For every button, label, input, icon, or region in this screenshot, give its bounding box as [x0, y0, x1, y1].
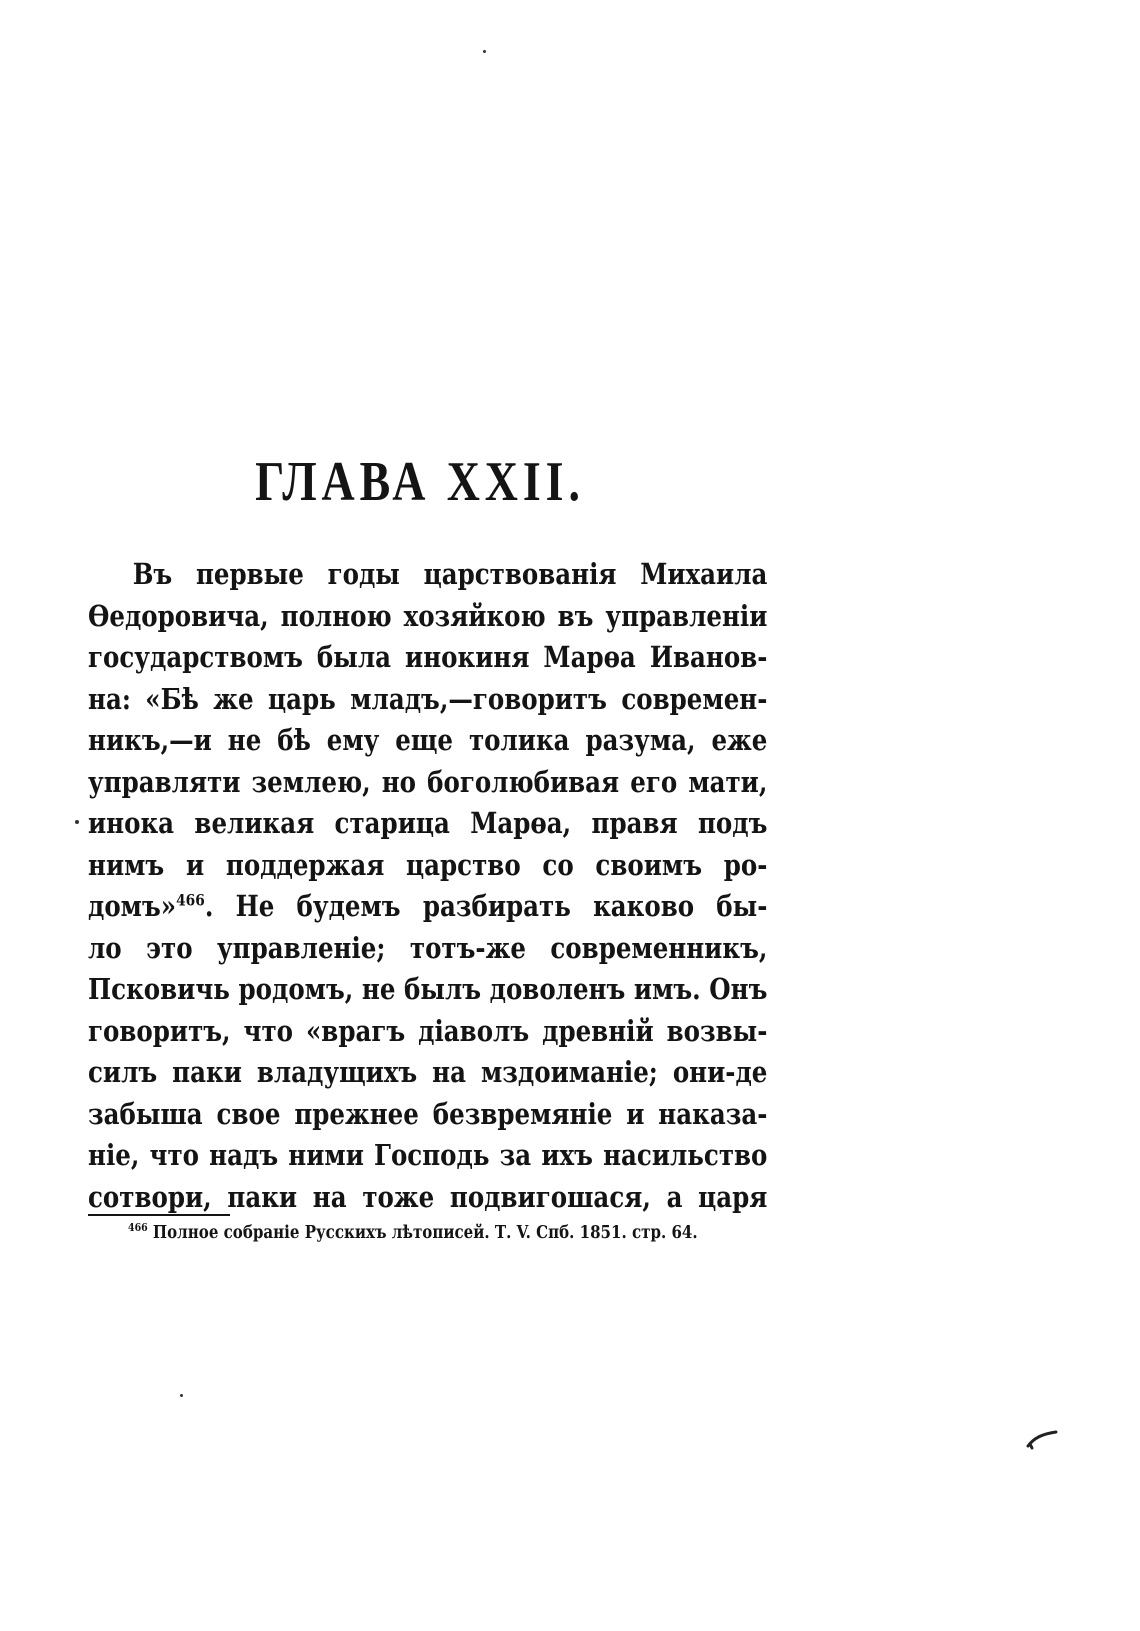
text-line-5: никъ,—и не бѣ ему еще толика разума, еже: [88, 723, 768, 757]
footnote: [128, 1221, 698, 1245]
footnote-number: 466: [128, 1221, 148, 1235]
footnote-text: Полное собраніе Русскихъ лѣтописей. Т. V. Спб. 1851. стр. 64.: [152, 1223, 698, 1243]
body-text: [88, 554, 768, 1218]
print-speck: [483, 50, 486, 53]
text-line-9-start: домъ»: [88, 889, 177, 923]
text-line-12: говоритъ, что «врагъ діаволъ древній возвы-: [88, 1013, 768, 1048]
ink-mark: [1026, 1428, 1060, 1450]
print-speck: [75, 820, 79, 824]
text-line-9-end: . Не будемъ разбирать каково бы-: [204, 889, 768, 923]
footnote-reference: 466: [176, 890, 205, 910]
text-line-10: ло это управленіе; тотъ-же современникъ,: [88, 930, 768, 965]
text-line-7: инока великая старица Марөа, правя подъ: [88, 806, 768, 840]
text-line-4: на: «Бѣ же царь младъ,—говоритъ современ-: [88, 681, 768, 716]
chapter-title: ГЛАВА XXII.: [255, 451, 585, 513]
text-line-3-content: государствомъ была инокиня Марөа Иванов-: [88, 640, 768, 674]
text-line-2: Өедоровича, полною хозяйкою въ управленіи: [88, 598, 768, 633]
text-line-6: управляти землею, но боголюбивая его мати,: [88, 764, 768, 799]
text-line-16: сотвори, паки на тоже подвигошася, а царя: [88, 1179, 768, 1214]
text-line-14: забыша свое прежнее безвремяніе и наказа-: [88, 1096, 768, 1131]
text-line-15: ніе, что надъ ними Господь за ихъ насильство: [88, 1138, 768, 1172]
text-line-11: Псковичь родомъ, не былъ доволенъ имъ. Онъ: [88, 972, 768, 1006]
print-speck: [180, 1394, 183, 1397]
text-line-3: [88, 637, 767, 679]
text-line-9: [88, 886, 767, 928]
text-line-1: Въ первые годы царствованія Михаила: [132, 557, 768, 591]
text-line-13: силъ паки владущихъ на мздоиманіе; они-де: [88, 1055, 768, 1089]
text-line-8: нимъ и поддержая царство со своимъ ро-: [88, 847, 768, 882]
footnote-divider: [88, 1214, 230, 1216]
